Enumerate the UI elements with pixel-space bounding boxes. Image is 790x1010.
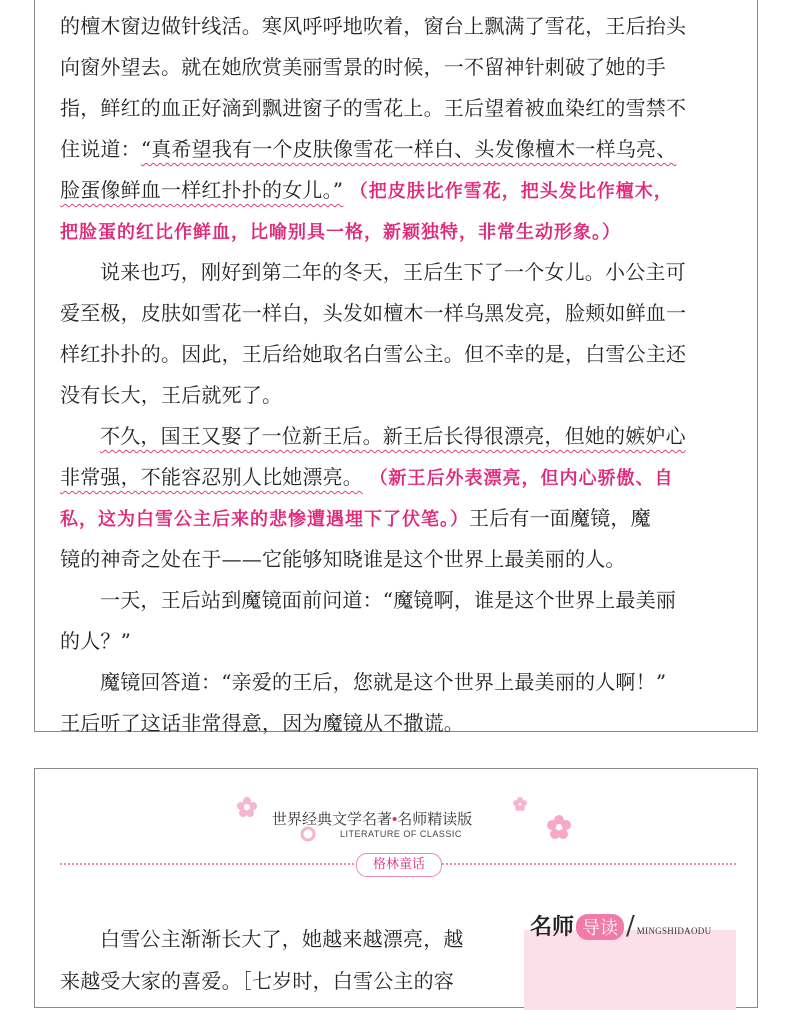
text-line: 的檀木窗边做针线活。寒风呼呼地吹着，窗台上飘满了雪花，王后抬头: [60, 14, 687, 38]
story-text: [60, 6, 732, 744]
text-line: 爱至极，皮肤如雪花一样白，头发如檀木一样乌黑发亮，脸颊如鲜血一: [60, 301, 687, 325]
bottom-text: [60, 918, 520, 1002]
text-line: 样红扑扑的。因此，王后给她取名白雪公主。但不幸的是，白雪公主还: [60, 342, 687, 366]
badge-daodu: 导读: [576, 914, 624, 940]
text-line: 向窗外望去。就在她欣赏美丽雪景的时候，一不留神针刺破了她的手: [60, 55, 666, 79]
guide-badge: [530, 910, 711, 950]
text-line: 没有长大，王后就死了。: [60, 383, 283, 407]
text-segment: 王后有一面魔镜，魔: [469, 506, 651, 530]
flower-icon: [236, 796, 258, 818]
text-line: [60, 129, 732, 170]
text-line: 王后听了这话非常得意，因为魔镜从不撒谎。: [60, 711, 464, 735]
text-line: [60, 416, 732, 457]
series-subtitle: LITERATURE OF CLASSIC: [340, 829, 462, 839]
text-line: 来越受大家的喜爱。［七岁时，白雪公主的容: [60, 969, 454, 993]
text-line: 指，鲜红的血正好滴到飘进窗子的雪花上。王后望着被血染红的雪禁不: [60, 96, 687, 120]
series-title: [272, 808, 472, 829]
underlined-sentence: 非常强，不能容忍别人比她漂亮。: [60, 465, 363, 489]
divider-left: [60, 863, 354, 865]
book-tag: 格林童话: [356, 853, 442, 877]
flower-icon: [512, 796, 528, 812]
text-line: [60, 211, 732, 252]
title-dot: •: [392, 811, 398, 828]
badge-pinyin: MINGSHIDAODU: [636, 926, 712, 936]
series-name: 世界经典文学名著: [272, 811, 393, 828]
divider-right: [442, 863, 736, 865]
text-line: 一天，王后站到魔镜面前问道：“魔镜啊，谁是这个世界上最美丽: [100, 588, 677, 612]
annotation-note: （新王后外表漂亮，但内心骄傲、自: [369, 468, 674, 489]
text-segment: 住说道：: [60, 137, 141, 161]
underlined-quote: “真希望我有一个皮肤像雪花一样白、头发像檀木一样乌亮、: [140, 137, 677, 161]
underlined-sentence: 不久，国王又娶了一位新王后。新王后长得很漂亮，但她的嫉妒心: [100, 424, 686, 448]
text-line: 的人？”: [60, 629, 132, 653]
text-line: 说来也巧，刚好到第二年的冬天，王后生下了一个女儿。小公主可: [100, 260, 686, 284]
text-line: [60, 457, 732, 498]
annotation-note: 把脸蛋的红比作鲜血，比喻别具一格，新颖独特，非常生动形象。）: [60, 222, 621, 243]
text-line: 白雪公主渐渐长大了，她越来越漂亮，越: [100, 927, 464, 951]
text-line: [60, 498, 732, 539]
text-line: [60, 170, 732, 211]
text-line: 镜的神奇之处在于——它能够知晓谁是这个世界上最美丽的人。: [60, 547, 626, 571]
underlined-quote: 脸蛋像鲜血一样红扑扑的女儿。”: [60, 178, 344, 202]
annotation-note: （把皮肤比作雪花，把头发比作檀木，: [349, 181, 673, 202]
annotation-note: 私，这为白雪公主后来的悲惨遭遇埋下了伏笔。）: [60, 509, 469, 530]
edition-name: 名师精读版: [397, 811, 473, 828]
text-line: 魔镜回答道：“亲爱的王后，您就是这个世界上最美丽的人啊！”: [100, 670, 667, 694]
badge-slash: /: [626, 911, 635, 941]
flower-icon: [546, 814, 572, 840]
badge-ming: 名师: [530, 914, 575, 940]
